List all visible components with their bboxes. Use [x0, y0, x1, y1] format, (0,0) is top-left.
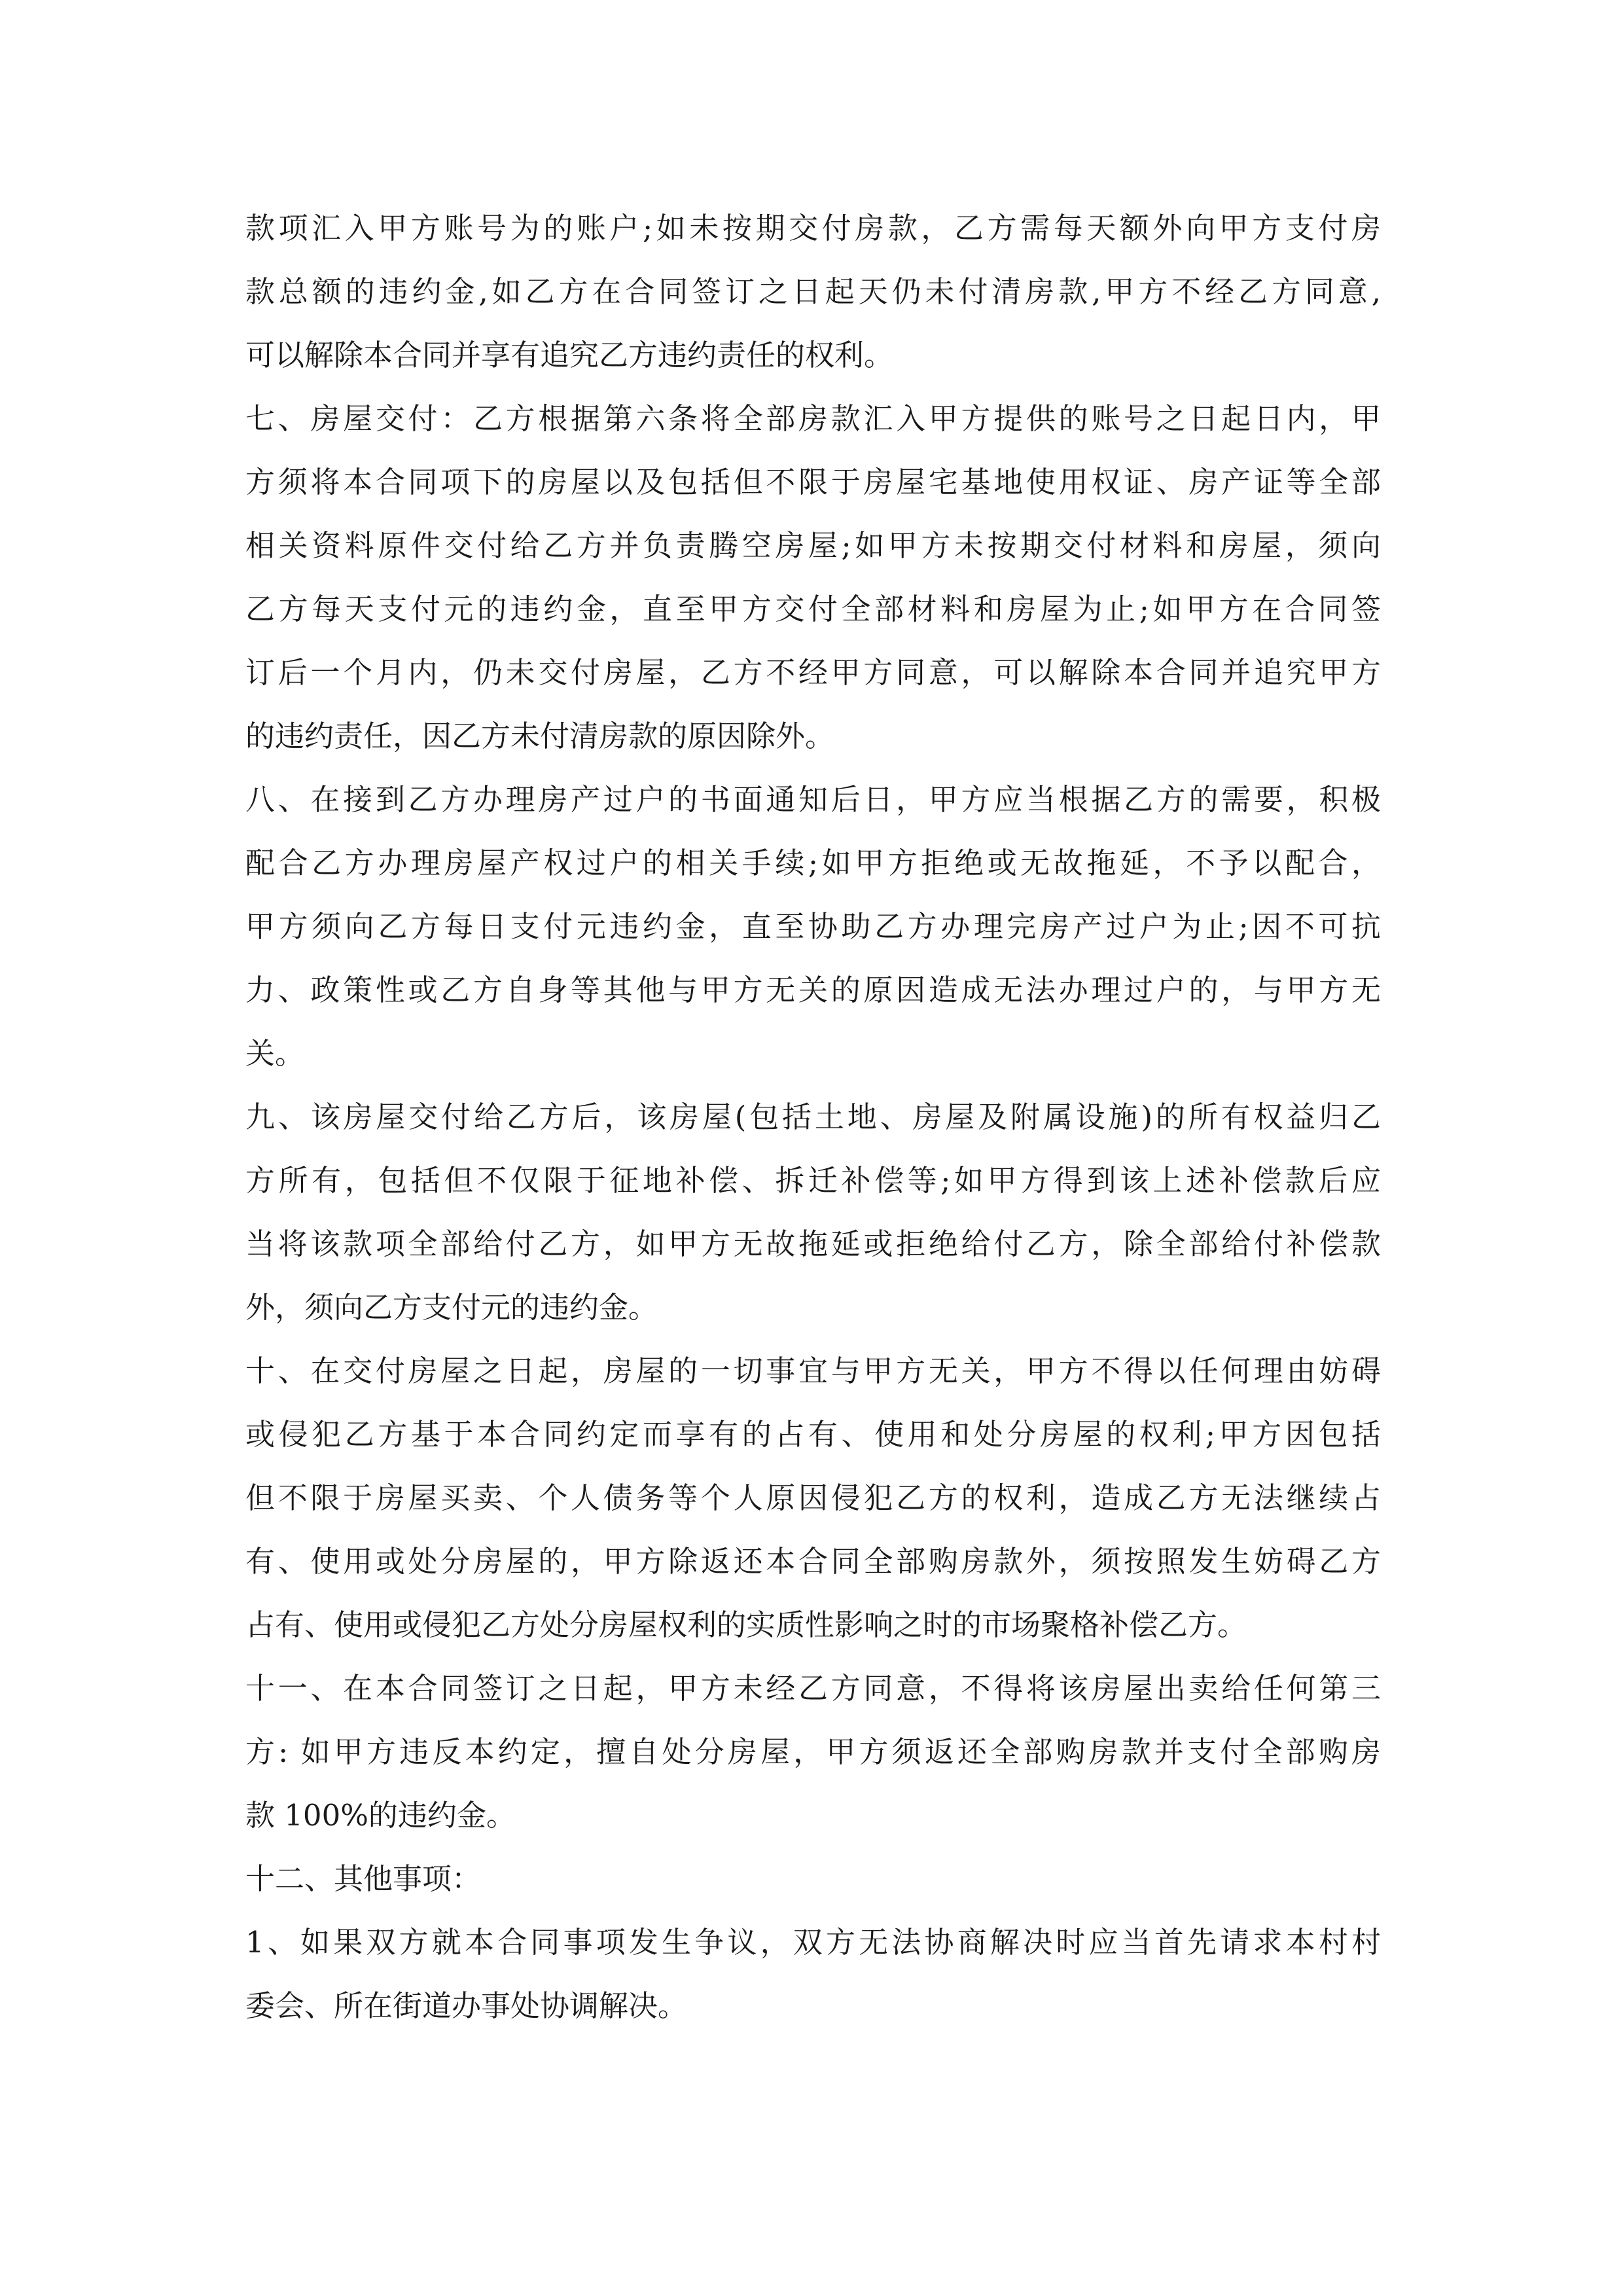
text-line: 款 100%的违约金。 — [245, 1798, 516, 1833]
text-line: 当将该款项全部给付乙方，如甲方无故拖延或拒绝给付乙方，除全部给付补偿款 — [245, 1227, 1381, 1261]
paragraph-clause-8 — [245, 768, 1381, 1085]
text-line: 配合乙方办理房屋产权过户的相关手续;如甲方拒绝或无故拖延，不予以配合， — [245, 846, 1381, 880]
paragraph-clause-10 — [245, 1339, 1381, 1657]
text-line: 委会、所在街道办事处协调解决。 — [245, 1988, 688, 2023]
paragraph-clause-9 — [245, 1085, 1381, 1339]
text-line: 方须将本合同项下的房屋以及包括但不限于房屋宅基地使用权证、房产证等全部 — [245, 465, 1381, 499]
text-line: 1、如果双方就本合同事项发生争议，双方无法协商解决时应当首先请求本村村 — [245, 1925, 1381, 1960]
text-line: 力、政策性或乙方自身等其他与甲方无关的原因造成无法办理过户的，与甲方无 — [245, 973, 1381, 1007]
text-line: 款总额的违约金,如乙方在合同签订之日起天仍未付清房款,甲方不经乙方同意, — [245, 274, 1381, 309]
paragraph-clause-6-continued — [245, 196, 1381, 387]
text-line: 十二、其他事项： — [245, 1861, 482, 1896]
text-line: 相关资料原件交付给乙方并负责腾空房屋;如甲方未按期交付材料和房屋，须向 — [245, 528, 1381, 563]
text-line: 甲方须向乙方每日支付元违约金，直至协助乙方办理完房产过户为止;因不可抗 — [245, 909, 1381, 944]
text-line: 的违约责任，因乙方未付清房款的原因除外。 — [245, 719, 835, 753]
text-line: 但不限于房屋买卖、个人债务等个人原因侵犯乙方的权利，造成乙方无法继续占 — [245, 1480, 1381, 1515]
text-line: 九、该房屋交付给乙方后，该房屋(包括土地、房屋及附属设施)的所有权益归乙 — [245, 1100, 1381, 1134]
text-line: 十一、在本合同签订之日起，甲方未经乙方同意，不得将该房屋出卖给任何第三 — [245, 1671, 1381, 1706]
text-line: 订后一个月内，仍未交付房屋，乙方不经甲方同意，可以解除本合同并追究甲方 — [245, 655, 1381, 690]
text-line: 方所有，包括但不仅限于征地补偿、拆迁补偿等;如甲方得到该上述补偿款后应 — [245, 1163, 1381, 1198]
text-line: 款项汇入甲方账号为的账户;如未按期交付房款，乙方需每天额外向甲方支付房 — [245, 211, 1381, 245]
text-line: 或侵犯乙方基于本合同约定而享有的占有、使用和处分房屋的权利;甲方因包括 — [245, 1417, 1381, 1452]
text-line: 乙方每天支付元的违约金，直至甲方交付全部材料和房屋为止;如甲方在合同签 — [245, 592, 1381, 626]
text-line: 关。 — [245, 1036, 305, 1071]
paragraph-clause-12-heading — [245, 1847, 1381, 1910]
document-body — [245, 196, 1381, 2037]
text-line: 八、在接到乙方办理房产过户的书面通知后日，甲方应当根据乙方的需要，积极 — [245, 782, 1381, 817]
paragraph-clause-11 — [245, 1657, 1381, 1847]
text-line: 十、在交付房屋之日起，房屋的一切事宜与甲方无关，甲方不得以任何理由妨碍 — [245, 1354, 1381, 1388]
paragraph-clause-7 — [245, 387, 1381, 768]
text-line: 七、房屋交付：乙方根据第六条将全部房款汇入甲方提供的账号之日起日内，甲 — [245, 401, 1381, 436]
text-line: 外，须向乙方支付元的违约金。 — [245, 1290, 658, 1325]
paragraph-clause-12-item-1 — [245, 1910, 1381, 2037]
text-line: 有、使用或处分房屋的，甲方除返还本合同全部购房款外，须按照发生妨碍乙方 — [245, 1544, 1381, 1579]
text-line: 可以解除本合同并享有追究乙方违约责任的权利。 — [245, 338, 894, 372]
text-line: 方: 如甲方违反本约定，擅自处分房屋，甲方须返还全部购房款并支付全部购房 — [245, 1734, 1381, 1769]
text-line: 占有、使用或侵犯乙方处分房屋权利的实质性影响之时的市场聚格补偿乙方。 — [245, 1607, 1247, 1642]
